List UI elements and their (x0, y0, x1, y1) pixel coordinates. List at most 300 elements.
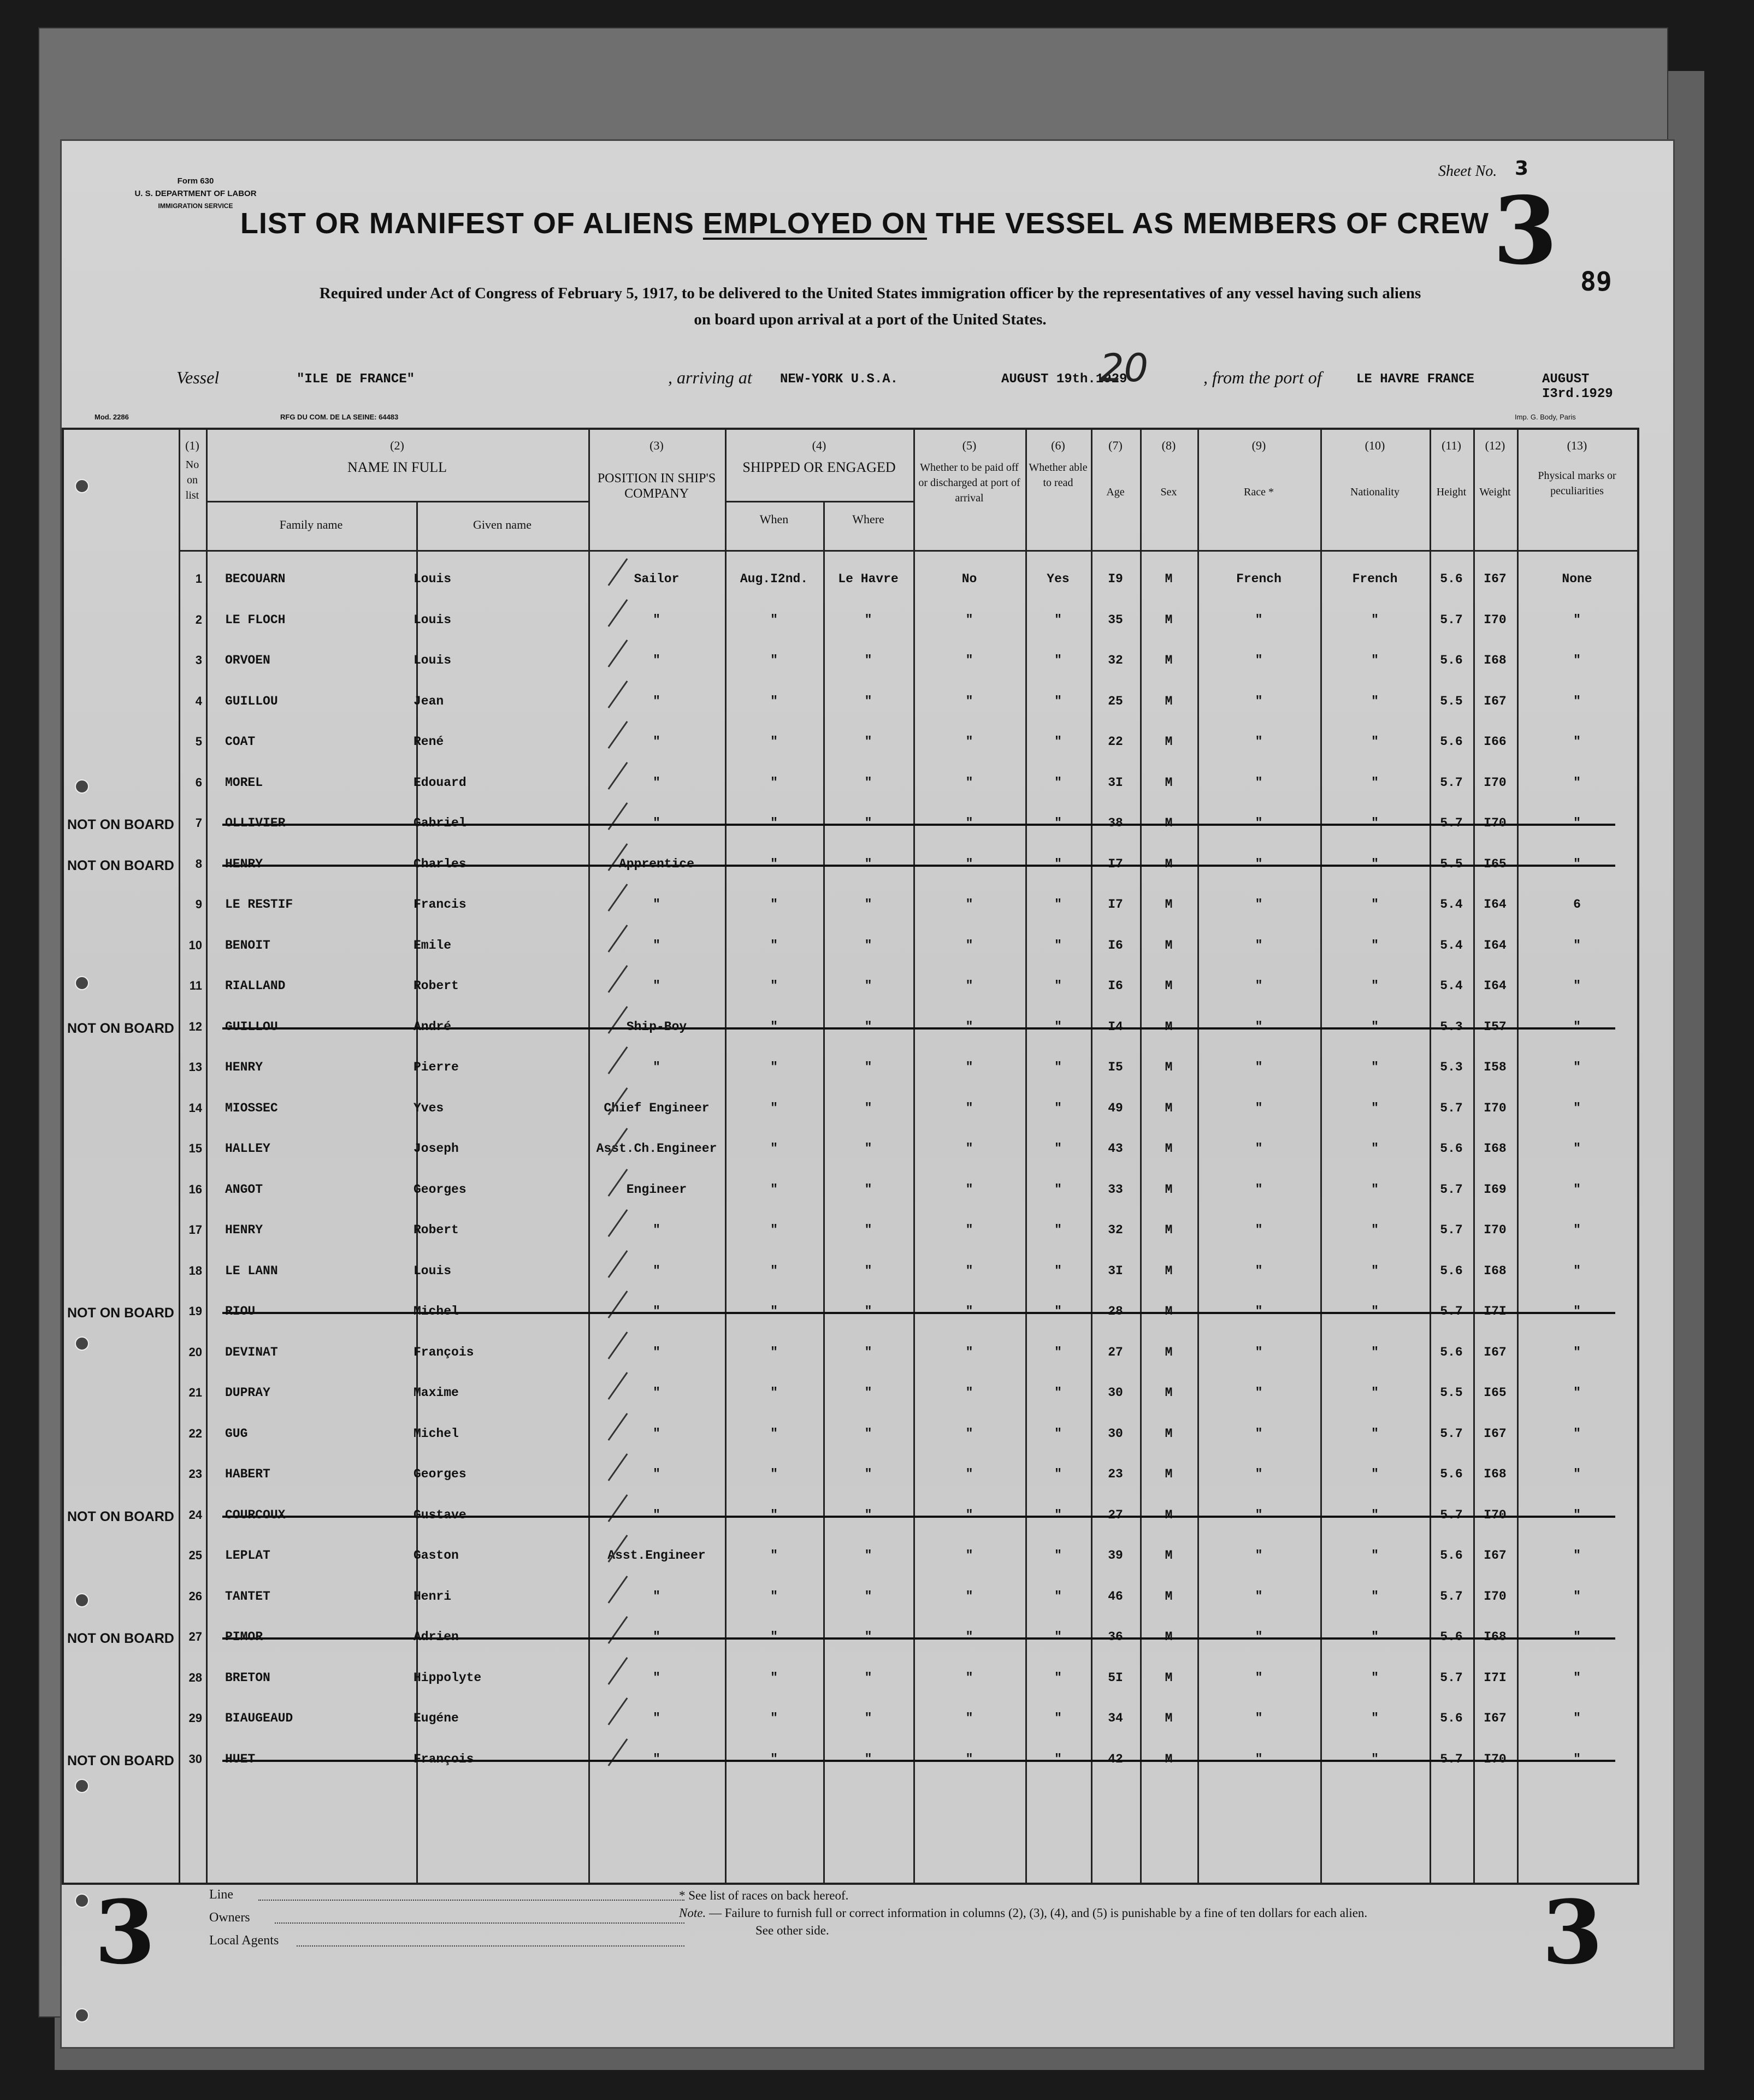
subtitle-line-1: Required under Act of Congress of February 5, 1917, to be delivered to the United States immigration officer by the representatives of any vessel having such aliens (319, 285, 1421, 302)
row-number: 18 (188, 1263, 202, 1277)
family-name: RIALLAND (225, 979, 286, 993)
row-number: 10 (188, 938, 202, 952)
position: Ship-Boy (626, 1019, 687, 1034)
able-to-read: " (1054, 775, 1062, 790)
col-11-header: Height (1436, 486, 1467, 498)
punch-hole (75, 1779, 89, 1793)
big-sheet-number-bottom-left: 3 (95, 1881, 156, 1984)
footer-owners-rule (275, 1922, 684, 1924)
height: 5.7 (1440, 1589, 1463, 1604)
position: " (653, 1426, 660, 1441)
shipped-when: " (770, 1304, 778, 1318)
page-number: 89 (1580, 267, 1612, 297)
given-name: Michel (414, 1304, 459, 1318)
given-name: François (414, 1345, 474, 1359)
physical-marks: " (1573, 1019, 1581, 1034)
column-divider (588, 430, 590, 1883)
age: I4 (1108, 1019, 1123, 1034)
family-name: GUILLOU (225, 694, 278, 708)
note-text: — Failure to furnish full or correct information in columns (2), (3), (4), and (5) is punishable by a fine of ten dollars for each alien. (706, 1906, 1368, 1920)
able-to-read: Yes (1047, 572, 1070, 586)
col-2-header: NAME IN FULL (347, 459, 447, 475)
col-13-number: (13) (1567, 439, 1587, 452)
nationality: " (1371, 1589, 1379, 1604)
height: 5.7 (1440, 1304, 1463, 1318)
physical-marks: " (1573, 1060, 1581, 1074)
sex: M (1165, 1019, 1173, 1034)
nationality: " (1371, 938, 1379, 953)
shipped-where: " (864, 1711, 872, 1725)
height: 5.7 (1440, 1507, 1463, 1522)
able-to-read: " (1054, 1548, 1062, 1563)
column-divider (913, 430, 915, 1883)
column-divider (1025, 430, 1027, 1883)
footer-local-agents-rule (297, 1945, 684, 1947)
column-divider (206, 430, 208, 1883)
physical-marks: " (1573, 1223, 1581, 1237)
age: 39 (1108, 1548, 1123, 1563)
shipped-when: " (770, 979, 778, 993)
physical-marks: " (1573, 1589, 1581, 1604)
row-number: 28 (188, 1670, 202, 1684)
race: " (1255, 735, 1263, 749)
age: 5I (1108, 1670, 1123, 1685)
sex: M (1165, 1101, 1173, 1115)
row-number: 23 (188, 1467, 202, 1481)
position: " (653, 1060, 660, 1074)
row-number: 8 (195, 856, 202, 871)
position: " (653, 612, 660, 627)
age: 49 (1108, 1101, 1123, 1115)
sex: M (1165, 1304, 1173, 1318)
height: 5.6 (1440, 1711, 1463, 1725)
age: 22 (1108, 735, 1123, 749)
nationality: " (1371, 1426, 1379, 1441)
paid-off: " (965, 1182, 973, 1197)
not-on-board-stamp: NOT ON BOARD (67, 857, 174, 873)
nationality: " (1371, 1752, 1379, 1766)
age: 3I (1108, 1263, 1123, 1278)
weight: I57 (1484, 1019, 1507, 1034)
shipped-when: " (770, 938, 778, 953)
subtitle (138, 280, 1602, 333)
age: 43 (1108, 1141, 1123, 1156)
able-to-read: " (1054, 1019, 1062, 1034)
sex: M (1165, 979, 1173, 993)
age: 27 (1108, 1345, 1123, 1359)
position: Sailor (634, 572, 680, 586)
nationality: " (1371, 816, 1379, 830)
big-sheet-number-top: 3 (1493, 176, 1558, 286)
height: 5.6 (1440, 1548, 1463, 1563)
height: 5.5 (1440, 1386, 1463, 1400)
shipped-where: " (864, 1507, 872, 1522)
nationality: " (1371, 1101, 1379, 1115)
fine-note (679, 1905, 1509, 1921)
row-number: 4 (195, 694, 202, 708)
paid-off: " (965, 735, 973, 749)
physical-marks: " (1573, 856, 1581, 871)
age: 28 (1108, 1304, 1123, 1318)
column-divider (1517, 430, 1519, 1883)
given-name: Adrien (414, 1630, 459, 1644)
shipped-when: " (770, 1223, 778, 1237)
family-name: OLLIVIER (225, 816, 286, 830)
row-number: 1 (195, 572, 202, 585)
nationality: " (1371, 979, 1379, 993)
race: " (1255, 1752, 1263, 1766)
weight: I70 (1484, 1101, 1507, 1115)
given-name: Maxime (414, 1386, 459, 1400)
given-name: Hippolyte (414, 1670, 482, 1685)
not-on-board-stamp: NOT ON BOARD (67, 817, 174, 832)
nationality: " (1371, 1630, 1379, 1644)
column-divider (725, 430, 727, 1883)
height: 5.7 (1440, 1426, 1463, 1441)
column-divider (1197, 430, 1199, 1883)
col-2-number: (2) (390, 439, 404, 452)
col-12-number: (12) (1485, 439, 1505, 452)
weight: I68 (1484, 653, 1507, 667)
weight: I68 (1484, 1263, 1507, 1278)
physical-marks: " (1573, 1141, 1581, 1156)
height: 5.6 (1440, 653, 1463, 667)
nationality: " (1371, 856, 1379, 871)
family-name: GUILLOU (225, 1019, 278, 1034)
races-note: * See list of races on back hereof. (679, 1889, 849, 1902)
shipped-when: " (770, 1426, 778, 1441)
position: " (653, 1670, 660, 1685)
strikethrough-line (222, 824, 1615, 826)
weight: I67 (1484, 694, 1507, 708)
shipped-when: " (770, 1141, 778, 1156)
shipped-where: " (864, 1141, 872, 1156)
paid-off: No (961, 572, 977, 586)
family-name: HABERT (225, 1467, 270, 1481)
punch-hole (75, 1336, 89, 1351)
family-name: BRETON (225, 1670, 270, 1685)
given-name: Emile (414, 938, 452, 953)
able-to-read: " (1054, 1670, 1062, 1685)
weight: I7I (1484, 1304, 1507, 1318)
able-to-read: " (1054, 1711, 1062, 1725)
given-name: Jean (414, 694, 444, 708)
shipped-where: Le Havre (838, 572, 899, 586)
shipped-when: " (770, 1101, 778, 1115)
age: 34 (1108, 1711, 1123, 1725)
shipped-when: " (770, 735, 778, 749)
main-title (237, 206, 1493, 240)
physical-marks: " (1573, 1630, 1581, 1644)
position: " (653, 1507, 660, 1522)
nationality: " (1371, 1223, 1379, 1237)
row-number: 27 (188, 1630, 202, 1643)
age: 25 (1108, 694, 1123, 708)
race: " (1255, 856, 1263, 871)
paid-off: " (965, 979, 973, 993)
shipped-when: " (770, 897, 778, 912)
arrival-date: AUGUST 19th.1929 (1001, 372, 1127, 387)
position: " (653, 1223, 660, 1237)
height: 5.6 (1440, 735, 1463, 749)
col-9-header: Race * (1244, 486, 1274, 498)
paid-off: " (965, 1386, 973, 1400)
row-number: 20 (188, 1345, 202, 1359)
sex: M (1165, 1589, 1173, 1604)
sex: M (1165, 1060, 1173, 1074)
family-name: GUG (225, 1426, 248, 1441)
paid-off: " (965, 1263, 973, 1278)
position: " (653, 775, 660, 790)
family-name: TANTET (225, 1589, 270, 1604)
physical-marks: " (1573, 653, 1581, 667)
nationality: " (1371, 897, 1379, 912)
physical-marks: " (1573, 1752, 1581, 1766)
able-to-read: " (1054, 1101, 1062, 1115)
paid-off: " (965, 1060, 973, 1074)
nationality: " (1371, 1263, 1379, 1278)
handwritten-day: 20 (1100, 346, 1149, 391)
family-name: COURCOUX (225, 1507, 286, 1522)
row-number: 6 (195, 775, 202, 789)
row-number: 11 (189, 979, 202, 992)
given-name: Michel (414, 1426, 459, 1441)
weight: I67 (1484, 1345, 1507, 1359)
col-11-number: (11) (1442, 439, 1461, 452)
footer-line-label: Line (209, 1888, 233, 1902)
position: Engineer (626, 1182, 687, 1197)
height: 5.7 (1440, 1752, 1463, 1766)
sex: M (1165, 612, 1173, 627)
shipped-when: " (770, 1060, 778, 1074)
family-name: PIMOR (225, 1630, 263, 1644)
race: " (1255, 1711, 1263, 1725)
nationality: " (1371, 1507, 1379, 1522)
manifest-sheet (60, 139, 1675, 2049)
shipped-when: " (770, 856, 778, 871)
weight: I65 (1484, 1386, 1507, 1400)
title-part-2: EMPLOYED ON (702, 207, 927, 240)
row-number: 21 (188, 1386, 202, 1399)
given-name: Louis (414, 1263, 452, 1278)
race: " (1255, 653, 1263, 667)
given-name: François (414, 1752, 474, 1766)
col-9-number: (9) (1251, 439, 1266, 452)
physical-marks: " (1573, 1467, 1581, 1481)
paid-off: " (965, 1507, 973, 1522)
punch-hole (75, 976, 89, 990)
age: I7 (1108, 897, 1123, 912)
shipped-where: " (864, 938, 872, 953)
vessel-name: "ILE DE FRANCE" (297, 372, 415, 387)
sex: M (1165, 1223, 1173, 1237)
race: " (1255, 612, 1263, 627)
nationality: " (1371, 1060, 1379, 1074)
physical-marks: " (1573, 694, 1581, 708)
age: 35 (1108, 612, 1123, 627)
row-number: 17 (188, 1223, 202, 1237)
position: " (653, 1263, 660, 1278)
col-7-header: Age (1106, 486, 1125, 498)
race: " (1255, 1548, 1263, 1563)
not-on-board-stamp: NOT ON BOARD (67, 1020, 174, 1036)
given-name: Louis (414, 612, 452, 627)
given-name: René (414, 735, 444, 749)
row-number: 2 (195, 612, 202, 626)
col-4-number: (4) (812, 439, 826, 452)
physical-marks: " (1573, 1263, 1581, 1278)
shipped-where: " (864, 1060, 872, 1074)
able-to-read: " (1054, 1630, 1062, 1644)
paid-off: " (965, 653, 973, 667)
shipped-when: " (770, 816, 778, 830)
physical-marks: " (1573, 938, 1581, 953)
family-name: MOREL (225, 775, 263, 790)
row-number: 12 (188, 1019, 202, 1033)
shipped-where: " (864, 897, 872, 912)
able-to-read: " (1054, 735, 1062, 749)
weight: I64 (1484, 979, 1507, 993)
able-to-read: " (1054, 1304, 1062, 1318)
race: " (1255, 1019, 1263, 1034)
sex: M (1165, 1752, 1173, 1766)
physical-marks: " (1573, 816, 1581, 830)
age: I7 (1108, 856, 1123, 871)
row-number: 16 (188, 1182, 202, 1196)
sex: M (1165, 775, 1173, 790)
position: " (653, 1752, 660, 1766)
nationality: " (1371, 1019, 1379, 1034)
row-number: 13 (188, 1060, 202, 1074)
shipped-where: " (864, 1019, 872, 1034)
nationality: " (1371, 775, 1379, 790)
shipped-when: " (770, 1548, 778, 1563)
family-name: HENRY (225, 856, 263, 871)
able-to-read: " (1054, 1182, 1062, 1197)
row-number: 14 (188, 1101, 202, 1115)
race: " (1255, 1630, 1263, 1644)
race: " (1255, 1263, 1263, 1278)
given-name: Gaston (414, 1548, 459, 1563)
weight: I67 (1484, 1548, 1507, 1563)
footer-line-rule (258, 1900, 684, 1901)
shipped-when: " (770, 1345, 778, 1359)
paid-off: " (965, 1670, 973, 1685)
race: " (1255, 1141, 1263, 1156)
paid-off: " (965, 1711, 973, 1725)
nationality: " (1371, 1141, 1379, 1156)
row-number: 29 (188, 1711, 202, 1725)
physical-marks: None (1562, 572, 1592, 586)
height: 5.7 (1440, 816, 1463, 830)
sex: M (1165, 572, 1173, 586)
paid-off: " (965, 1589, 973, 1604)
vessel-label: Vessel (176, 368, 220, 387)
family-name: DUPRAY (225, 1386, 270, 1400)
able-to-read: " (1054, 897, 1062, 912)
shipped-where: " (864, 653, 872, 667)
handwritten-signature (772, 1790, 776, 1841)
col-10-header: Nationality (1350, 486, 1399, 498)
sex: M (1165, 897, 1173, 912)
sex: M (1165, 1182, 1173, 1197)
family-name: ORVOEN (225, 653, 270, 667)
shipped-where: " (864, 1752, 872, 1766)
not-on-board-stamp: NOT ON BOARD (67, 1631, 174, 1646)
strikethrough-line (222, 1312, 1615, 1314)
punch-hole (75, 779, 89, 794)
col-7-number: (7) (1108, 439, 1123, 452)
sex: M (1165, 694, 1173, 708)
given-name: Gabriel (414, 816, 466, 830)
age: I9 (1108, 572, 1123, 586)
col-5-header: Whether to be paid off or discharged at port of arrival (918, 462, 1020, 504)
nationality: " (1371, 653, 1379, 667)
col-1-header: No on list (185, 459, 199, 501)
age: 36 (1108, 1630, 1123, 1644)
shipped-when: " (770, 1589, 778, 1604)
given-name: Charles (414, 856, 466, 871)
subtitle-line-2: on board upon arrival at a port of the United States. (694, 311, 1047, 328)
shipped-where: " (864, 1670, 872, 1685)
race: " (1255, 897, 1263, 912)
position: " (653, 938, 660, 953)
given-name: Georges (414, 1467, 466, 1481)
col-5-number: (5) (962, 439, 977, 452)
shipped-when: " (770, 612, 778, 627)
physical-marks: " (1573, 1548, 1581, 1563)
header-rule (206, 501, 588, 502)
race: " (1255, 1060, 1263, 1074)
col-3-header: POSITION IN SHIP'S COMPANY (597, 471, 716, 501)
family-name: LE RESTIF (225, 897, 293, 912)
sex: M (1165, 653, 1173, 667)
paid-off: " (965, 612, 973, 627)
paid-off: " (965, 897, 973, 912)
column-divider (179, 430, 180, 1883)
height: 5.7 (1440, 1670, 1463, 1685)
position: Asst.Engineer (607, 1548, 706, 1563)
shipped-where: " (864, 1630, 872, 1644)
form-number: Form 630 (177, 176, 214, 186)
nationality: " (1371, 1345, 1379, 1359)
race: " (1255, 775, 1263, 790)
given-name: Gustave (414, 1507, 466, 1522)
position: " (653, 1589, 660, 1604)
row-number: 9 (195, 897, 202, 911)
race: " (1255, 816, 1263, 830)
physical-marks: " (1573, 612, 1581, 627)
row-number: 15 (188, 1141, 202, 1155)
weight: I66 (1484, 735, 1507, 749)
race: French (1236, 572, 1281, 586)
able-to-read: " (1054, 1345, 1062, 1359)
able-to-read: " (1054, 1060, 1062, 1074)
age: 23 (1108, 1467, 1123, 1481)
family-name: BIAUGEAUD (225, 1711, 293, 1725)
race: " (1255, 938, 1263, 953)
col-10-number: (10) (1365, 439, 1385, 452)
race: " (1255, 1589, 1263, 1604)
strikethrough-line (222, 865, 1615, 867)
arriving-label: , arriving at (668, 368, 752, 387)
position: Chief Engineer (604, 1101, 710, 1115)
age: I5 (1108, 1060, 1123, 1074)
paid-off: " (965, 1426, 973, 1441)
title-part-3: THE VESSEL AS MEMBERS OF CREW (926, 207, 1490, 240)
family-name: MIOSSEC (225, 1101, 278, 1115)
able-to-read: " (1054, 653, 1062, 667)
